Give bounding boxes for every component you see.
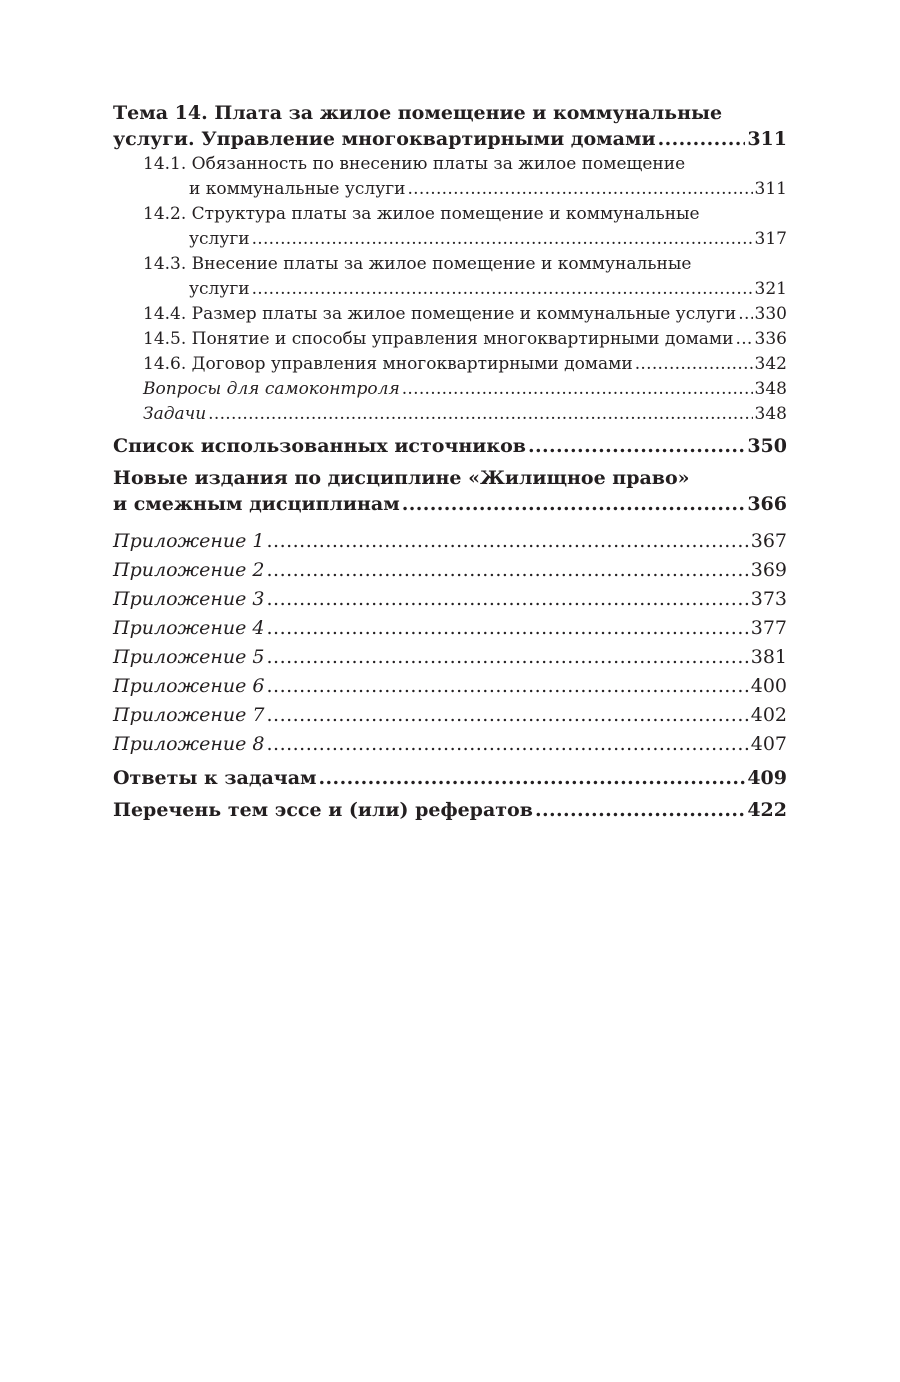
toc-entry-topic-14[interactable] <box>113 100 787 152</box>
page-number: 400 <box>750 675 787 697</box>
page-number: 342 <box>754 354 787 374</box>
page-number: 373 <box>750 588 787 610</box>
dot-leader <box>266 614 748 643</box>
toc-entry-title-continued: услуги <box>189 279 250 299</box>
toc-entry-title: Список использованных источников <box>113 435 526 457</box>
toc-entry-title-continued: и смежным дисциплинам <box>113 493 400 515</box>
toc-entry-14-4[interactable] <box>113 302 787 327</box>
toc-entry-title: Приложение 5 <box>113 646 265 668</box>
page-number: 350 <box>747 435 787 457</box>
page-number: 311 <box>747 128 787 150</box>
toc-entry-title: Приложение 1 <box>113 530 265 552</box>
toc-entry-title-continued: и коммунальные услуги <box>189 179 406 199</box>
dot-leader <box>266 556 748 585</box>
dot-leader <box>208 402 752 427</box>
appendix-list <box>113 527 787 759</box>
page-number: 317 <box>754 229 787 249</box>
toc-entry-title: Приложение 2 <box>113 559 265 581</box>
toc-entry-14-1[interactable] <box>113 152 787 202</box>
dot-leader <box>402 491 746 517</box>
toc-entry-title: 14.3. Внесение платы за жилое помещение и коммунальные <box>143 254 692 274</box>
toc-entry-title: Приложение 3 <box>113 588 265 610</box>
dot-leader <box>407 177 752 202</box>
dot-leader <box>319 765 746 791</box>
page-number: 377 <box>750 617 787 639</box>
page-number: 336 <box>754 329 787 349</box>
toc-entry-sources[interactable] <box>113 433 787 459</box>
dot-leader <box>658 126 746 152</box>
dot-leader <box>266 527 748 556</box>
toc-entry-appendix-3[interactable] <box>113 585 787 614</box>
toc-entry-title: Перечень тем эссе и (или) рефератов <box>113 799 533 821</box>
page-number: 407 <box>750 733 787 755</box>
toc-entry-title: 14.2. Структура платы за жилое помещение и коммунальные <box>143 204 700 224</box>
page-number: 348 <box>754 404 787 424</box>
page-number: 321 <box>754 279 787 299</box>
toc-entry-title: Тема 14. Плата за жилое помещение и коммунальные <box>113 102 723 124</box>
dot-leader <box>266 643 748 672</box>
dot-leader <box>252 277 753 302</box>
toc-entry-14-6[interactable] <box>113 352 787 377</box>
dot-leader <box>528 433 745 459</box>
page-number: 367 <box>750 530 787 552</box>
toc-entry-title: 14.5. Понятие и способы управления многоквартирными домами <box>143 329 734 349</box>
dot-leader <box>266 585 748 614</box>
toc-entry-14-3[interactable] <box>113 252 787 302</box>
toc-entry-appendix-7[interactable] <box>113 701 787 730</box>
toc-entry-appendix-8[interactable] <box>113 730 787 759</box>
toc-entry-title: Задачи <box>143 404 207 424</box>
toc-entry-title: Приложение 6 <box>113 675 265 697</box>
dot-leader <box>635 352 753 377</box>
dot-leader <box>252 227 753 252</box>
toc-entry-title: Вопросы для самоконтроля <box>143 379 400 399</box>
dot-leader <box>266 701 748 730</box>
toc-entry-self-check-questions[interactable] <box>113 377 787 402</box>
dot-leader <box>738 302 752 327</box>
page-number: 402 <box>750 704 787 726</box>
page-number: 422 <box>747 799 787 821</box>
dot-leader <box>735 327 752 352</box>
toc-entry-title: 14.6. Договор управления многоквартирными домами <box>143 354 633 374</box>
page-number: 369 <box>750 559 787 581</box>
page-number: 311 <box>754 179 787 199</box>
toc-entry-tasks[interactable] <box>113 402 787 427</box>
toc-entry-title: 14.1. Обязанность по внесению платы за жилое помещение <box>143 154 686 174</box>
dot-leader <box>266 672 748 701</box>
dot-leader <box>266 730 748 759</box>
toc-entry-title-continued: услуги. Управление многоквартирными домами <box>113 128 656 150</box>
toc-entry-appendix-2[interactable] <box>113 556 787 585</box>
toc-entry-title-continued: услуги <box>189 229 250 249</box>
page-number: 381 <box>750 646 787 668</box>
page-number: 330 <box>754 304 787 324</box>
toc-entry-appendix-4[interactable] <box>113 614 787 643</box>
toc-entry-title: Приложение 7 <box>113 704 265 726</box>
dot-leader <box>402 377 753 402</box>
table-of-contents <box>113 100 787 823</box>
toc-entry-14-2[interactable] <box>113 202 787 252</box>
toc-entry-title: 14.4. Размер платы за жилое помещение и коммунальные услуги <box>143 304 737 324</box>
toc-entry-answers[interactable] <box>113 765 787 791</box>
toc-entry-title: Приложение 8 <box>113 733 265 755</box>
toc-entry-essays[interactable] <box>113 797 787 823</box>
page-number: 409 <box>747 767 787 789</box>
toc-entry-title: Новые издания по дисциплине «Жилищное право» <box>113 467 690 489</box>
toc-entry-title: Приложение 4 <box>113 617 265 639</box>
toc-entry-new-editions[interactable] <box>113 465 787 517</box>
toc-entry-appendix-1[interactable] <box>113 527 787 556</box>
toc-entry-14-5[interactable] <box>113 327 787 352</box>
toc-entry-appendix-5[interactable] <box>113 643 787 672</box>
page-number: 366 <box>747 493 787 515</box>
page-number: 348 <box>754 379 787 399</box>
dot-leader <box>535 797 745 823</box>
toc-entry-title: Ответы к задачам <box>113 767 317 789</box>
toc-entry-appendix-6[interactable] <box>113 672 787 701</box>
